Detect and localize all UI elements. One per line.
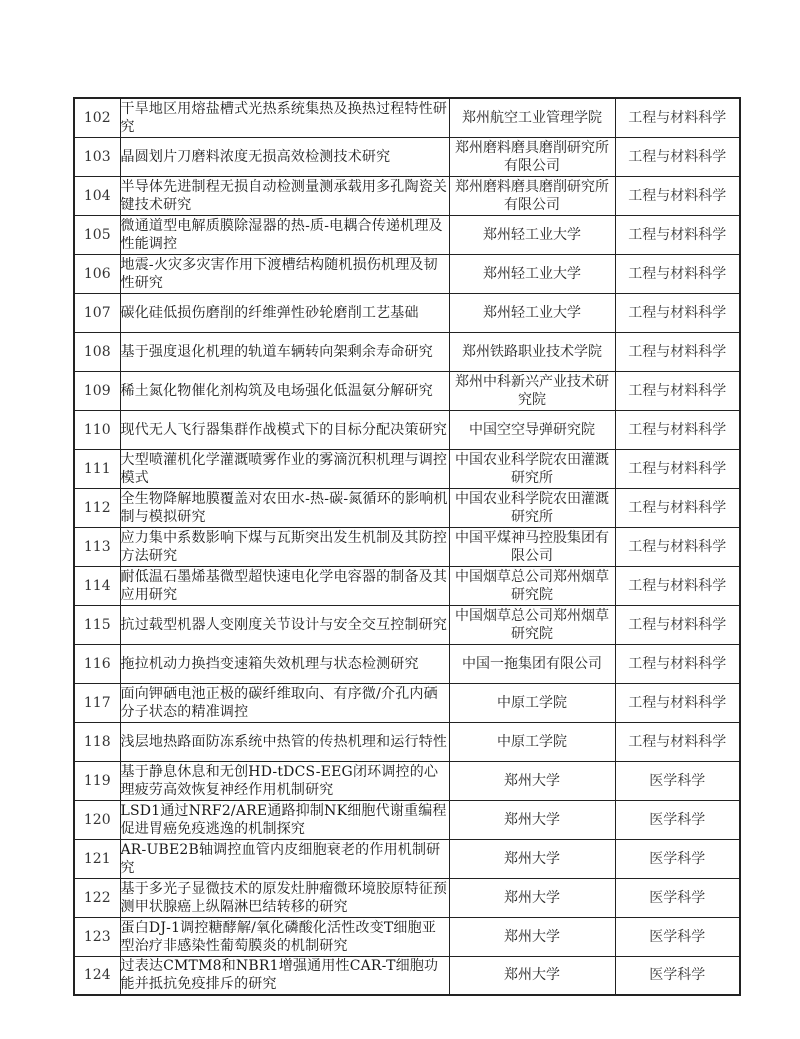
discipline: 工程与材料科学 (615, 137, 740, 176)
host-institution: 郑州铁路职业技术学院 (449, 332, 615, 371)
discipline: 工程与材料科学 (615, 449, 740, 488)
table-row (74, 254, 740, 293)
discipline: 医学科学 (615, 800, 740, 839)
host-institution: 中国平煤神马控股集团有限公司 (449, 527, 615, 566)
discipline: 工程与材料科学 (615, 722, 740, 761)
discipline: 工程与材料科学 (615, 527, 740, 566)
project-title: 基于强度退化机理的轨道车辆转向架剩余寿命研究 (120, 332, 449, 371)
host-institution: 中原工学院 (449, 683, 615, 722)
discipline: 医学科学 (615, 761, 740, 800)
project-title: AR-UBE2B轴调控血管内皮细胞衰老的作用机制研究 (120, 839, 449, 878)
discipline: 工程与材料科学 (615, 605, 740, 644)
row-number: 116 (74, 644, 120, 683)
row-number: 122 (74, 878, 120, 917)
row-number: 107 (74, 293, 120, 332)
project-title: 浅层地热路面防冻系统中热管的传热机理和运行特性 (120, 722, 449, 761)
row-number: 106 (74, 254, 120, 293)
row-number: 108 (74, 332, 120, 371)
project-title: 抗过载型机器人变刚度关节设计与安全交互控制研究 (120, 605, 449, 644)
table-row (74, 566, 740, 605)
table-row (74, 761, 740, 800)
discipline: 工程与材料科学 (615, 176, 740, 215)
row-number: 109 (74, 371, 120, 410)
host-institution: 郑州大学 (449, 878, 615, 917)
project-title: 蛋白DJ-1调控糖酵解/氧化磷酸化活性改变T细胞亚型治疗非感染性葡萄膜炎的机制研究 (120, 917, 449, 956)
project-title: 现代无人飞行器集群作战模式下的目标分配决策研究 (120, 410, 449, 449)
host-institution: 中国空空导弹研究院 (449, 410, 615, 449)
discipline: 工程与材料科学 (615, 371, 740, 410)
project-title: 微通道型电解质膜除湿器的热-质-电耦合传递机理及性能调控 (120, 215, 449, 254)
host-institution: 郑州大学 (449, 761, 615, 800)
host-institution: 中国农业科学院农田灌溉研究所 (449, 488, 615, 527)
host-institution: 郑州大学 (449, 956, 615, 995)
project-table (73, 97, 741, 996)
row-number: 117 (74, 683, 120, 722)
table-row (74, 332, 740, 371)
table-row (74, 605, 740, 644)
table-row (74, 839, 740, 878)
host-institution: 中国农业科学院农田灌溉研究所 (449, 449, 615, 488)
row-number: 121 (74, 839, 120, 878)
table-row (74, 917, 740, 956)
row-number: 112 (74, 488, 120, 527)
host-institution: 郑州大学 (449, 917, 615, 956)
project-title: 过表达CMTM8和NBR1增强通用性CAR-T细胞功能并抵抗免疫排斥的研究 (120, 956, 449, 995)
host-institution: 郑州轻工业大学 (449, 293, 615, 332)
discipline: 工程与材料科学 (615, 215, 740, 254)
table-row (74, 527, 740, 566)
discipline: 工程与材料科学 (615, 293, 740, 332)
table-row (74, 371, 740, 410)
host-institution: 中原工学院 (449, 722, 615, 761)
project-title: 应力集中系数影响下煤与瓦斯突出发生机制及其防控方法研究 (120, 527, 449, 566)
row-number: 120 (74, 800, 120, 839)
host-institution: 郑州大学 (449, 800, 615, 839)
project-title: LSD1通过NRF2/ARE通路抑制NK细胞代谢重编程促进胃癌免疫逃逸的机制探究 (120, 800, 449, 839)
host-institution: 郑州航空工业管理学院 (449, 98, 615, 137)
table-row (74, 137, 740, 176)
host-institution: 郑州轻工业大学 (449, 215, 615, 254)
host-institution: 郑州轻工业大学 (449, 254, 615, 293)
host-institution: 郑州磨料磨具磨削研究所有限公司 (449, 137, 615, 176)
discipline: 工程与材料科学 (615, 410, 740, 449)
table-row (74, 683, 740, 722)
project-title: 晶圆划片刀磨料浓度无损高效检测技术研究 (120, 137, 449, 176)
row-number: 110 (74, 410, 120, 449)
table-row (74, 293, 740, 332)
project-title: 基于多光子显微技术的原发灶肿瘤微环境胶原特征预测甲状腺癌上纵隔淋巴结转移的研究 (120, 878, 449, 917)
project-title: 地震-火灾多灾害作用下渡槽结构随机损伤机理及韧性研究 (120, 254, 449, 293)
discipline: 医学科学 (615, 917, 740, 956)
project-title: 拖拉机动力换挡变速箱失效机理与状态检测研究 (120, 644, 449, 683)
discipline: 工程与材料科学 (615, 644, 740, 683)
host-institution: 中国烟草总公司郑州烟草研究院 (449, 566, 615, 605)
host-institution: 中国一拖集团有限公司 (449, 644, 615, 683)
row-number: 104 (74, 176, 120, 215)
table-row (74, 800, 740, 839)
project-title: 基于静息休息和无创HD-tDCS-EEG闭环调控的心理疲劳高效恢复神经作用机制研究 (120, 761, 449, 800)
table-row (74, 98, 740, 137)
row-number: 119 (74, 761, 120, 800)
project-title: 面向钾硒电池正极的碳纤维取向、有序微/介孔内硒分子状态的精准调控 (120, 683, 449, 722)
discipline: 工程与材料科学 (615, 98, 740, 137)
project-title: 半导体先进制程无损自动检测量测承载用多孔陶瓷关键技术研究 (120, 176, 449, 215)
table-row (74, 722, 740, 761)
discipline: 工程与材料科学 (615, 488, 740, 527)
project-title: 耐低温石墨烯基微型超快速电化学电容器的制备及其应用研究 (120, 566, 449, 605)
host-institution: 郑州中科新兴产业技术研究院 (449, 371, 615, 410)
project-title: 全生物降解地膜覆盖对农田水-热-碳-氮循环的影响机制与模拟研究 (120, 488, 449, 527)
discipline: 工程与材料科学 (615, 332, 740, 371)
row-number: 103 (74, 137, 120, 176)
project-title: 稀土氮化物催化剂构筑及电场强化低温氨分解研究 (120, 371, 449, 410)
discipline: 工程与材料科学 (615, 566, 740, 605)
host-institution: 中国烟草总公司郑州烟草研究院 (449, 605, 615, 644)
table-row (74, 215, 740, 254)
table-row (74, 644, 740, 683)
table-row (74, 449, 740, 488)
project-title: 大型喷灌机化学灌溉喷雾作业的雾滴沉积机理与调控模式 (120, 449, 449, 488)
row-number: 105 (74, 215, 120, 254)
table-row (74, 956, 740, 995)
table-row (74, 176, 740, 215)
discipline: 工程与材料科学 (615, 254, 740, 293)
project-title: 碳化硅低损伤磨削的纤维弹性砂轮磨削工艺基础 (120, 293, 449, 332)
table-row (74, 488, 740, 527)
row-number: 124 (74, 956, 120, 995)
discipline: 工程与材料科学 (615, 683, 740, 722)
project-title: 干旱地区用熔盐槽式光热系统集热及换热过程特性研究 (120, 98, 449, 137)
row-number: 113 (74, 527, 120, 566)
row-number: 115 (74, 605, 120, 644)
table-row (74, 878, 740, 917)
project-table-body (74, 98, 740, 995)
discipline: 医学科学 (615, 956, 740, 995)
row-number: 118 (74, 722, 120, 761)
row-number: 111 (74, 449, 120, 488)
host-institution: 郑州大学 (449, 839, 615, 878)
discipline: 医学科学 (615, 839, 740, 878)
discipline: 医学科学 (615, 878, 740, 917)
row-number: 123 (74, 917, 120, 956)
row-number: 102 (74, 98, 120, 137)
table-row (74, 410, 740, 449)
row-number: 114 (74, 566, 120, 605)
host-institution: 郑州磨料磨具磨削研究所有限公司 (449, 176, 615, 215)
